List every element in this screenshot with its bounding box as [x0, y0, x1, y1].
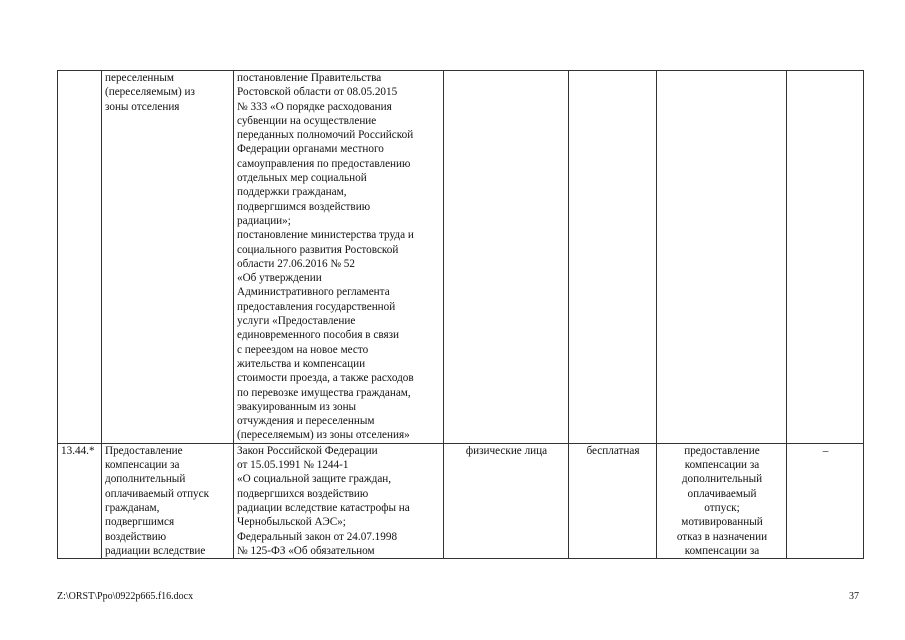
cell-result — [657, 71, 787, 444]
cell-text-line: отказ в назначении — [676, 530, 768, 543]
cell-text-line: оплачиваемый отпуск — [105, 487, 210, 500]
cell-text-line: стоимости проезда, а также расходов — [237, 372, 414, 385]
cell-text-line: Административного регламента — [237, 286, 390, 299]
cell-text-line: Чернобыльской АЭС»; — [237, 516, 346, 529]
cell-text-line: переданных полномочий Российской — [237, 129, 414, 142]
cell-last — [787, 443, 864, 558]
cell-text-line: Закон Российской Федерации — [237, 444, 378, 457]
cell-text-line: жительства и компенсации — [237, 357, 366, 370]
cell-text-line: предоставление — [684, 444, 760, 457]
cell-cost — [569, 443, 657, 558]
cell-text-line: единовременного пособия в связи — [237, 329, 400, 342]
cell-text-line: Федерации органами местного — [237, 143, 384, 156]
cell-text-line: субвенции на осуществление — [237, 114, 377, 127]
cell-text-line: (переселяемым) из — [105, 86, 195, 99]
cell-text-line: мотивированный — [681, 516, 763, 529]
cell-text-line: отпуск; — [704, 501, 740, 514]
cell-text-line: Предоставление — [105, 444, 183, 457]
cell-text-line: постановление министерства труда и — [237, 229, 414, 242]
cell-text-line: эвакуированным из зоны — [237, 400, 357, 413]
cell-text-line: переселенным — [105, 72, 174, 84]
cell-text-line: социального развития Ростовской — [237, 243, 399, 256]
cell-text-line: воздействию — [105, 530, 167, 543]
cell-text-line: – — [822, 444, 829, 457]
cell-recipients — [444, 71, 569, 444]
cell-text-line: предоставления государственной — [237, 300, 396, 313]
cell-text-line: области 27.06.2016 № 52 — [237, 257, 355, 270]
cell-text-line: подвергшимся воздействию — [237, 200, 371, 213]
cell-cost — [569, 71, 657, 444]
cell-text-line: постановление Правительства — [237, 72, 382, 84]
cell-text-line: дополнительный — [681, 473, 763, 486]
cell-text-line: (переселяемым) из зоны отселения» — [237, 429, 410, 442]
cell-text-line: подвергшихся воздействию — [237, 487, 369, 500]
cell-text-line: компенсации за — [105, 459, 180, 472]
cell-text-line: самоуправления по предоставлению — [237, 157, 411, 170]
cell-result — [657, 443, 787, 558]
cell-text-line: 13.44.* — [61, 444, 95, 457]
cell-text-line: отдельных мер социальной — [237, 172, 367, 185]
cell-text-line: Ростовской области от 08.05.2015 — [237, 86, 398, 99]
cell-number — [58, 443, 102, 558]
cell-text-line: с переездом на новое место — [237, 343, 369, 356]
cell-text-line: поддержки гражданам, — [237, 186, 347, 199]
cell-text-line: физические лица — [465, 444, 548, 457]
cell-service-name — [102, 443, 234, 558]
cell-text-line: Федеральный закон от 24.07.1998 — [237, 530, 398, 543]
cell-legal-basis — [234, 443, 444, 558]
cell-text-line: компенсации за — [684, 459, 760, 472]
cell-text-line: оплачиваемый — [687, 487, 757, 500]
table-row — [58, 443, 864, 558]
services-table — [57, 70, 864, 559]
cell-text-line: услуги «Предоставление — [237, 315, 356, 328]
footer-file-path: Z:\ORST\Ppo\0922p665.f16.docx — [57, 591, 194, 602]
cell-text-line: № 333 «О порядке расходования — [237, 100, 392, 113]
cell-text-line: по перевозке имущества гражданам, — [237, 386, 411, 399]
footer-page-number: 37 — [849, 591, 859, 602]
cell-number — [58, 71, 102, 444]
cell-text-line: радиации вследствие катастрофы на — [237, 501, 410, 514]
cell-last — [787, 71, 864, 444]
cell-text-line: «Об утверждении — [237, 272, 322, 285]
cell-legal-basis — [234, 71, 444, 444]
cell-text-line: дополнительный — [105, 473, 186, 486]
cell-text-line: отчуждения и переселенным — [237, 415, 375, 428]
cell-text-line: радиации вследствие — [105, 544, 206, 557]
cell-text-line: № 125-ФЗ «Об обязательном — [237, 544, 375, 557]
cell-text-line: бесплатная — [586, 444, 640, 457]
cell-text-line: зоны отселения — [105, 100, 180, 113]
cell-text-line: компенсации за — [684, 544, 760, 557]
cell-recipients — [444, 443, 569, 558]
cell-service-name — [102, 71, 234, 444]
cell-text-line: гражданам, — [105, 501, 160, 514]
cell-text-line: от 15.05.1991 № 1244-1 — [237, 459, 349, 472]
table-row — [58, 71, 864, 444]
cell-text-line: «О социальной защите граждан, — [237, 473, 392, 486]
cell-text-line: радиации»; — [237, 214, 291, 227]
cell-text-line: подвергшимся — [105, 516, 175, 529]
